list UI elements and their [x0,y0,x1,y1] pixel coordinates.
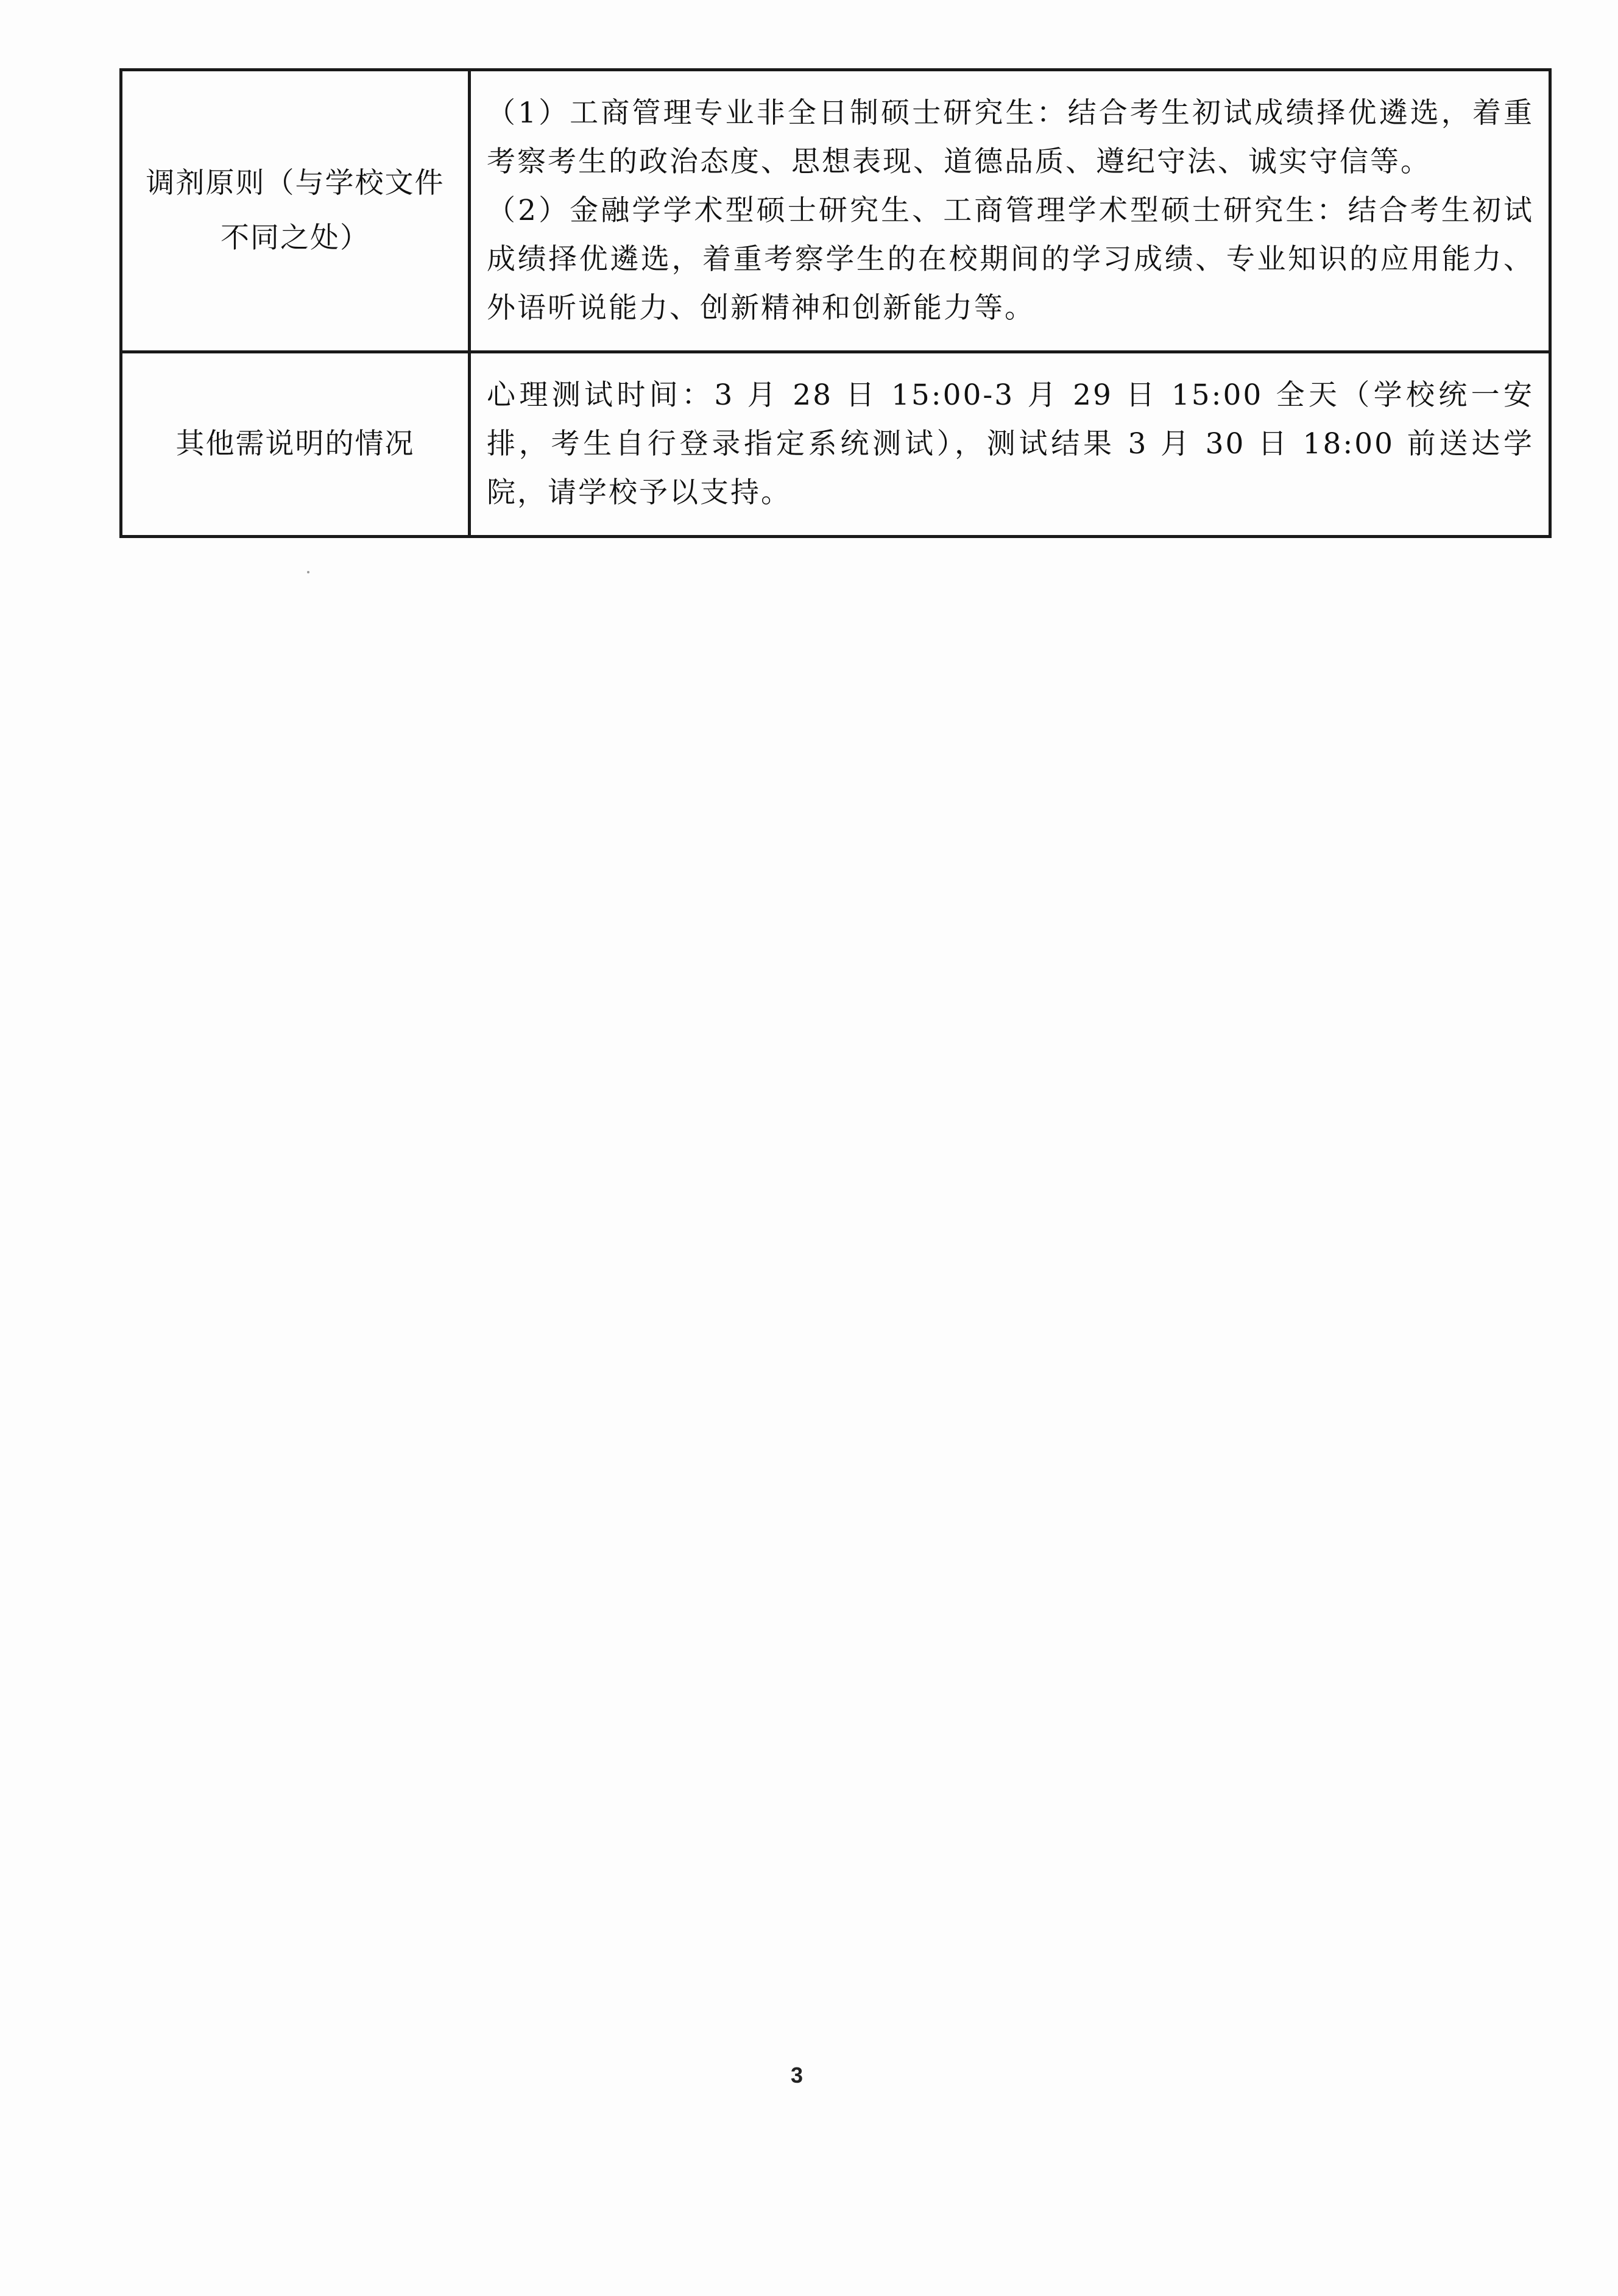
content-paragraph: （2）金融学学术型硕士研究生、工商管理学术型硕士研究生：结合考生初试成绩择优遴选，着重考察学生的在校期间的学习成绩、专业知识的应用能力、外语听说能力、创新精神和创新能力等。 [487,194,1534,325]
content-paragraph: （1）工商管理专业非全日制硕士研究生：结合考生初试成绩择优遴选，着重考察考生的政治态度、思想表现、道德品质、遵纪守法、诚实守信等。 [487,96,1534,179]
row-content-cell [470,352,1550,537]
info-table [119,68,1552,538]
row-label-cell [121,352,470,537]
table-row-adjustment-principles [121,70,1550,352]
row-label: 其他需说明的情况 [175,427,415,461]
row-label: 调剂原则（与学校文件不同之处） [146,166,445,255]
row-content-cell [470,70,1550,352]
page-number: 3 [790,2063,804,2088]
table-row-other-notes [121,352,1550,537]
content-paragraph: 心理测试时间：3 月 28 日 15:00-3 月 29 日 15:00 全天（学校统一安排，考生自行登录指定系统测试），测试结果 3 月 30 日 18:00 前送达学院，请学校予以支持。 [487,378,1534,509]
scan-speck [307,571,309,573]
row-label-cell [121,70,470,352]
